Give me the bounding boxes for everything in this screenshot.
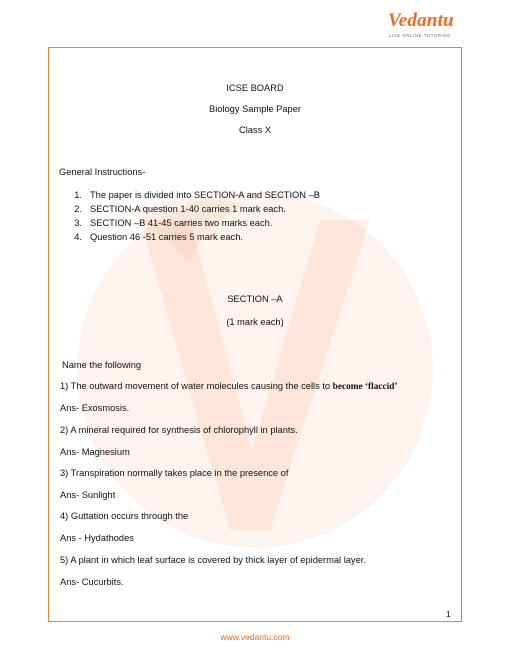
logo-tagline: LIVE ONLINE TUTORING	[389, 33, 451, 38]
questions-intro: Name the following	[62, 360, 142, 370]
instruction-item: 1. The paper is divided into SECTION-A and SECTION –B	[74, 190, 320, 200]
answer-1: Ans- Exosmosis.	[60, 403, 130, 413]
section-marks: (1 mark each)	[226, 317, 284, 327]
instruction-item: 3. SECTION –B 41-45 carries two marks each.	[74, 218, 273, 228]
answer-5: Ans- Cucurbits.	[60, 577, 124, 587]
question-2: 2) A mineral required for synthesis of chlorophyll in plants.	[60, 425, 298, 435]
paper-title: Biology Sample Paper	[209, 104, 301, 114]
class-title: Class X	[238, 125, 272, 135]
question-5: 5) A plant in which leaf surface is covered by thick layer of epidermal layer.	[60, 555, 366, 565]
instructions-heading: General Instructions-	[59, 167, 146, 177]
footer-url[interactable]: www.vedantu.com	[220, 632, 290, 642]
answer-3: Ans- Sunlight	[60, 490, 116, 500]
instruction-item: 4. Question 46 -51 carries 5 mark each.	[74, 232, 243, 242]
answer-4: Ans - Hydathodes	[60, 533, 134, 543]
answer-2: Ans- Magnesium	[60, 447, 130, 457]
question-4: 4) Guttation occurs through the	[60, 511, 189, 521]
question-3: 3) Transpiration normally takes place in the presence of	[60, 468, 289, 478]
logo-wordmark: Vedantu	[388, 10, 454, 31]
question-1: 1) The outward movement of water molecules causing the cells to become ‘flaccid’	[60, 381, 398, 392]
section-title: SECTION –A	[227, 294, 283, 304]
board-title: ICSE BOARD	[226, 83, 284, 93]
page-number: 1	[446, 609, 451, 619]
instruction-item: 2. SECTION-A question 1-40 carries 1 mark each.	[74, 204, 286, 214]
vedantu-logo	[388, 10, 474, 42]
instructions-list	[62, 190, 320, 246]
